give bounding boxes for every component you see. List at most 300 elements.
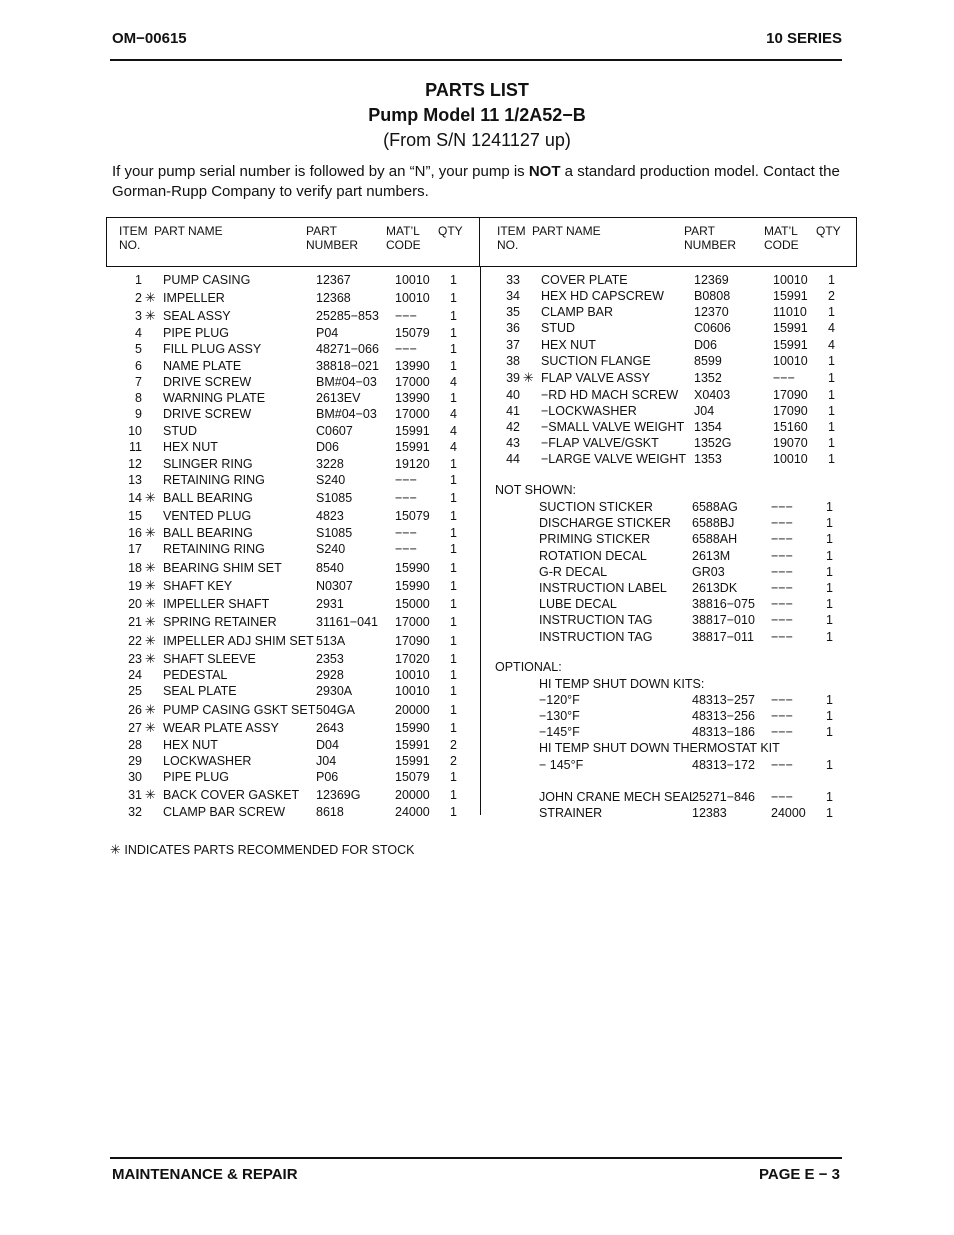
- part-name: COVER PLATE: [541, 273, 628, 287]
- quantity: 1: [450, 805, 457, 819]
- table-row: [490, 805, 860, 821]
- table-row: [492, 419, 862, 435]
- part-name: HEX HD CAPSCREW: [541, 289, 664, 303]
- table-row: [490, 708, 860, 724]
- quantity: 1: [828, 452, 835, 466]
- part-name: LUBE DECAL: [539, 597, 617, 612]
- material-code: −−−: [771, 629, 793, 644]
- optional-label: OPTIONAL:: [495, 660, 562, 674]
- quantity: 1: [826, 516, 833, 531]
- part-name: INSTRUCTION LABEL: [539, 581, 667, 595]
- part-name: PEDESTAL: [163, 668, 228, 682]
- header-matl-code-right: MAT’L CODE: [764, 224, 799, 252]
- material-code: 11010: [773, 305, 807, 319]
- part-number: 2353: [316, 652, 344, 666]
- doc-number: OM−00615: [112, 30, 187, 47]
- quantity: 1: [450, 309, 457, 323]
- part-number: BM#04−03: [316, 375, 377, 389]
- part-name: STUD: [163, 424, 198, 438]
- material-code: 15991: [395, 440, 430, 454]
- quantity: 1: [826, 805, 833, 820]
- part-name: SHAFT SLEEVE: [163, 652, 256, 666]
- stock-star-icon: ✳: [145, 596, 156, 611]
- item-number: 30: [128, 770, 142, 784]
- part-number: B0808: [694, 289, 731, 303]
- material-code: −−−: [395, 473, 417, 487]
- item-number: 41: [506, 404, 520, 418]
- part-name: −FLAP VALVE/GSKT: [541, 436, 659, 450]
- item-number: 11: [129, 440, 142, 454]
- material-code: 10010: [773, 452, 808, 466]
- quantity: 1: [826, 532, 833, 547]
- quantity: 1: [450, 291, 457, 305]
- part-number: 8618: [316, 805, 344, 819]
- material-code: −−−: [771, 725, 793, 740]
- table-row: [492, 387, 862, 403]
- part-name: CLAMP BAR: [541, 305, 614, 319]
- part-name: SUCTION FLANGE: [541, 354, 651, 368]
- part-number: BM#04−03: [316, 407, 377, 421]
- part-number: 1354: [694, 420, 722, 434]
- table-row: [490, 740, 860, 756]
- part-number: 31161−041: [316, 615, 378, 629]
- part-name: BEARING SHIM SET: [163, 561, 282, 575]
- stock-star-icon: ✳: [145, 614, 156, 629]
- part-name: SPRING RETAINER: [163, 615, 277, 629]
- item-number: 23: [128, 652, 142, 666]
- item-number: 44: [506, 452, 520, 466]
- part-name: DRIVE SCREW: [163, 407, 252, 421]
- quantity: 1: [826, 789, 833, 804]
- table-row: [492, 304, 862, 320]
- quantity: 1: [828, 305, 835, 319]
- stock-star-icon: ✳: [145, 651, 156, 666]
- table-row: [490, 773, 860, 789]
- part-name: FILL PLUG ASSY: [163, 342, 262, 356]
- material-code: 17020: [395, 652, 430, 666]
- material-code: 17000: [395, 615, 430, 629]
- quantity: 1: [450, 684, 457, 698]
- material-code: 15990: [395, 561, 430, 575]
- quantity: 1: [450, 391, 457, 405]
- part-number: 48313−257: [692, 693, 755, 708]
- table-row: [492, 337, 862, 353]
- material-code: −−−: [773, 371, 795, 385]
- header-rule: [110, 59, 842, 61]
- quantity: 1: [450, 579, 457, 593]
- part-number: 12383: [692, 805, 727, 820]
- quantity: 1: [450, 491, 457, 505]
- part-name: IMPELLER ADJ SHIM SET: [163, 634, 314, 648]
- part-name: HEX NUT: [163, 738, 218, 752]
- table-row: [492, 288, 862, 304]
- part-number: J04: [316, 754, 337, 768]
- part-number: 12369G: [316, 788, 361, 802]
- header-part-number-left: PART NUMBER: [306, 224, 359, 252]
- part-number: 1352G: [694, 436, 732, 450]
- part-name: DRIVE SCREW: [163, 375, 252, 389]
- quantity: 2: [450, 738, 457, 752]
- table-row: [114, 720, 484, 736]
- stock-star-icon: ✳: [145, 308, 156, 323]
- material-code: 17090: [773, 404, 808, 418]
- material-code: −−−: [771, 548, 793, 563]
- part-number: S240: [316, 542, 346, 556]
- material-code: −−−: [771, 757, 793, 772]
- material-code: 15991: [395, 754, 430, 768]
- quantity: 1: [450, 615, 457, 629]
- table-row: [492, 370, 862, 386]
- quantity: 1: [450, 359, 457, 373]
- part-number: 2613M: [692, 548, 731, 563]
- item-number: 20: [128, 597, 142, 611]
- series-label: 10 SERIES: [766, 30, 842, 47]
- table-row: [114, 651, 484, 667]
- quantity: 1: [450, 703, 457, 717]
- quantity: 4: [828, 338, 835, 352]
- quantity: 1: [826, 564, 833, 579]
- quantity: 1: [450, 526, 457, 540]
- material-code: 15000: [395, 597, 430, 611]
- part-number: X0403: [694, 388, 731, 402]
- part-number: 25271−846: [692, 789, 755, 804]
- material-code: 10010: [395, 291, 430, 305]
- stock-star-icon: ✳: [145, 633, 156, 648]
- page-header: [112, 30, 842, 52]
- material-code: −−−: [771, 532, 793, 547]
- table-row: [114, 490, 484, 506]
- header-part-number-right: PART NUMBER: [684, 224, 737, 252]
- quantity: 1: [828, 420, 835, 434]
- part-number: D06: [316, 440, 339, 454]
- table-row: [114, 787, 484, 803]
- item-number: 12: [128, 457, 142, 471]
- part-name: G-R DECAL: [539, 564, 608, 579]
- item-number: 3: [135, 309, 142, 323]
- part-number: 2613DK: [692, 581, 738, 595]
- intro-text-after: a standard production model. Contact the Gorman-Rupp Company to verify part numbers.: [112, 163, 840, 200]
- part-number: N0307: [316, 579, 353, 593]
- part-name: ROTATION DECAL: [539, 548, 647, 563]
- table-row: [490, 692, 860, 708]
- quantity: 1: [826, 725, 833, 740]
- part-name: PUMP CASING: [163, 273, 251, 287]
- part-number: 12370: [694, 305, 729, 319]
- part-name: BALL BEARING: [163, 526, 253, 540]
- quantity: 1: [450, 326, 457, 340]
- quantity: 1: [826, 709, 833, 724]
- part-name: STRAINER: [539, 805, 603, 820]
- item-number: 2: [135, 291, 142, 305]
- table-row: [114, 508, 484, 524]
- material-code: −−−: [771, 709, 793, 724]
- stock-star-icon: ✳: [110, 842, 121, 857]
- part-name: SHAFT KEY: [163, 579, 233, 593]
- item-number: 26: [128, 703, 142, 717]
- header-item-no-right: ITEM NO.: [497, 224, 526, 252]
- not-shown-label: NOT SHOWN:: [495, 483, 577, 497]
- material-code: 19070: [773, 436, 808, 450]
- table-row: [114, 596, 484, 612]
- quantity: 1: [450, 342, 457, 356]
- part-name: STUD: [541, 321, 576, 335]
- item-number: 1: [135, 273, 142, 287]
- part-number: 6588BJ: [692, 516, 735, 531]
- page-number: PAGE E − 3: [758, 1166, 840, 1183]
- quantity: 1: [826, 757, 833, 772]
- material-code: −−−: [771, 789, 793, 804]
- part-number: 3228: [316, 457, 344, 471]
- table-row: [114, 667, 484, 683]
- part-name: HI TEMP SHUT DOWN KITS:: [539, 677, 705, 691]
- part-name: − 145°F: [539, 757, 584, 772]
- table-row: [490, 548, 860, 564]
- table-row: [490, 499, 860, 515]
- quantity: 1: [450, 721, 457, 735]
- material-code: 15079: [395, 770, 430, 784]
- item-number: 4: [135, 326, 142, 340]
- material-code: 10010: [395, 273, 430, 287]
- table-row: [490, 629, 860, 645]
- part-number: 12369: [694, 273, 729, 287]
- item-number: 22: [128, 634, 142, 648]
- part-number: S1085: [316, 526, 353, 540]
- quantity: 1: [450, 597, 457, 611]
- table-row: [114, 472, 484, 488]
- table-row: [114, 325, 484, 341]
- material-code: −−−: [395, 309, 417, 323]
- table-row: [114, 374, 484, 390]
- quantity: 1: [450, 668, 457, 682]
- part-number: D06: [694, 338, 717, 352]
- material-code: 15991: [773, 289, 808, 303]
- item-number: 35: [506, 305, 520, 319]
- table-row: [490, 596, 860, 612]
- item-number: 16: [128, 526, 142, 540]
- part-number: 48313−186: [692, 725, 755, 740]
- part-name: PIPE PLUG: [163, 326, 229, 340]
- material-code: 13990: [395, 359, 430, 373]
- table-row: [492, 320, 862, 336]
- item-number: 10: [128, 424, 142, 438]
- quantity: 2: [450, 754, 457, 768]
- material-code: 19120: [395, 457, 430, 471]
- material-code: 20000: [395, 703, 430, 717]
- stock-star-icon: ✳: [145, 720, 156, 735]
- table-row: [114, 406, 484, 422]
- quantity: 4: [450, 407, 457, 421]
- item-number: 15: [128, 509, 142, 523]
- part-number: S1085: [316, 491, 353, 505]
- material-code: 10010: [773, 273, 808, 287]
- table-row: [490, 515, 860, 531]
- material-code: 13990: [395, 391, 430, 405]
- quantity: 1: [450, 788, 457, 802]
- quantity: 1: [828, 436, 835, 450]
- part-number: P04: [316, 326, 339, 340]
- footnote-text: INDICATES PARTS RECOMMENDED FOR STOCK: [124, 843, 415, 857]
- part-number: 25285−853: [316, 309, 379, 323]
- stock-star-icon: ✳: [145, 490, 156, 505]
- header-qty-left: QTY: [438, 224, 463, 238]
- part-number: P06: [316, 770, 339, 784]
- quantity: 1: [828, 388, 835, 402]
- intro-bold-not: NOT: [528, 163, 561, 180]
- material-code: 15991: [395, 738, 430, 752]
- part-name: HI TEMP SHUT DOWN THERMOSTAT KIT: [539, 741, 780, 756]
- item-number: 21: [128, 615, 142, 629]
- material-code: −−−: [771, 581, 793, 595]
- header-part-name-left: PART NAME: [154, 224, 223, 238]
- part-number: 8599: [694, 354, 722, 368]
- part-name: BALL BEARING: [163, 491, 253, 505]
- item-number: 14: [128, 491, 142, 505]
- item-number: 43: [506, 436, 520, 450]
- item-number: 7: [135, 375, 142, 389]
- part-name: −130°F: [539, 709, 580, 724]
- table-row: [114, 683, 484, 699]
- table-row: [490, 789, 860, 805]
- quantity: 1: [826, 548, 833, 563]
- quantity: 4: [828, 321, 835, 335]
- table-row: [490, 612, 860, 628]
- item-number: 27: [128, 721, 142, 735]
- quantity: 1: [828, 354, 835, 368]
- quantity: 2: [828, 289, 835, 303]
- table-row: [490, 564, 860, 580]
- table-row: [490, 757, 860, 773]
- material-code: 15990: [395, 579, 430, 593]
- material-code: 15991: [395, 424, 430, 438]
- header-matl-code-left: MAT’L CODE: [386, 224, 421, 252]
- part-number: 48313−172: [692, 757, 755, 772]
- page-title: PARTS LIST: [425, 80, 529, 100]
- table-row: [114, 578, 484, 594]
- quantity: 4: [450, 440, 457, 454]
- part-number: 38817−011: [692, 629, 754, 644]
- table-row: [114, 358, 484, 374]
- quantity: 1: [450, 457, 457, 471]
- item-number: 5: [135, 342, 142, 356]
- part-name: INSTRUCTION TAG: [539, 629, 653, 644]
- material-code: 17000: [395, 407, 430, 421]
- item-number: 36: [506, 321, 520, 335]
- part-name: PIPE PLUG: [163, 770, 229, 784]
- part-name: BACK COVER GASKET: [163, 788, 300, 802]
- part-number: C0607: [316, 424, 353, 438]
- table-row: [492, 435, 862, 451]
- item-number: 6: [135, 359, 142, 373]
- part-name: INSTRUCTION TAG: [539, 613, 653, 628]
- material-code: 17000: [395, 375, 430, 389]
- stock-star-icon: ✳: [145, 702, 156, 717]
- material-code: 15079: [395, 509, 430, 523]
- table-row: [114, 525, 484, 541]
- part-name: HEX NUT: [541, 338, 596, 352]
- part-number: 513A: [316, 634, 346, 648]
- quantity: 4: [450, 424, 457, 438]
- quantity: 1: [826, 500, 833, 514]
- part-number: 6588AH: [692, 532, 738, 547]
- part-name: PUMP CASING GSKT SET: [163, 703, 316, 717]
- table-row: [114, 541, 484, 557]
- material-code: 17090: [773, 388, 808, 402]
- part-name: VENTED PLUG: [163, 509, 252, 523]
- item-number: 17: [128, 542, 142, 556]
- part-name: SEAL ASSY: [163, 309, 231, 323]
- quantity: 1: [828, 371, 835, 385]
- table-row: [114, 290, 484, 306]
- part-name: −RD HD MACH SCREW: [541, 388, 679, 402]
- stock-star-icon: ✳: [145, 578, 156, 593]
- part-name: CLAMP BAR SCREW: [163, 805, 286, 819]
- table-row: [492, 451, 862, 467]
- quantity: 1: [826, 597, 833, 612]
- item-number: 13: [128, 473, 142, 487]
- stock-star-icon: ✳: [145, 787, 156, 802]
- part-name: FLAP VALVE ASSY: [541, 371, 651, 385]
- part-name: −SMALL VALVE WEIGHT: [541, 420, 685, 434]
- table-row: [114, 456, 484, 472]
- item-number: 19: [128, 579, 142, 593]
- part-name: JOHN CRANE MECH SEAL: [539, 789, 696, 804]
- part-name: WARNING PLATE: [163, 391, 266, 405]
- quantity: 1: [828, 273, 835, 287]
- item-number: 42: [506, 420, 520, 434]
- item-number: 31: [128, 788, 142, 802]
- stock-star-icon: ✳: [145, 560, 156, 575]
- part-number: 48313−256: [692, 709, 755, 724]
- material-code: 10010: [395, 684, 430, 698]
- part-number: S240: [316, 473, 346, 487]
- table-row: [114, 614, 484, 630]
- quantity: 1: [450, 273, 457, 287]
- part-number: 6588AG: [692, 500, 738, 514]
- part-name: WEAR PLATE ASSY: [163, 721, 279, 735]
- material-code: −−−: [395, 526, 417, 540]
- item-number: 39: [506, 371, 520, 385]
- quantity: 1: [826, 613, 833, 628]
- part-number: 48271−066: [316, 342, 379, 356]
- item-number: 28: [128, 738, 142, 752]
- stock-footnote: [110, 842, 414, 858]
- header-part-name-right: PART NAME: [532, 224, 601, 238]
- table-row: [490, 531, 860, 547]
- item-number: 24: [128, 668, 142, 682]
- part-number: 2643: [316, 721, 344, 735]
- stock-star-icon: ✳: [523, 370, 534, 385]
- item-number: 33: [506, 273, 520, 287]
- part-name: SEAL PLATE: [163, 684, 237, 698]
- quantity: 1: [826, 629, 833, 644]
- quantity: 1: [450, 634, 457, 648]
- item-number: 8: [135, 391, 142, 405]
- header-item-no-left: ITEM NO.: [119, 224, 148, 252]
- table-row: [114, 804, 484, 820]
- quantity: 1: [450, 652, 457, 666]
- part-number: D04: [316, 738, 339, 752]
- table-row: [114, 769, 484, 785]
- item-number: 9: [135, 407, 142, 421]
- part-number: 8540: [316, 561, 344, 575]
- material-code: 15160: [773, 420, 808, 434]
- quantity: 1: [450, 473, 457, 487]
- stock-star-icon: ✳: [145, 525, 156, 540]
- table-row: [114, 753, 484, 769]
- part-number: 38816−075: [692, 597, 755, 612]
- part-number: C0606: [694, 321, 731, 335]
- part-name: −120°F: [539, 693, 580, 708]
